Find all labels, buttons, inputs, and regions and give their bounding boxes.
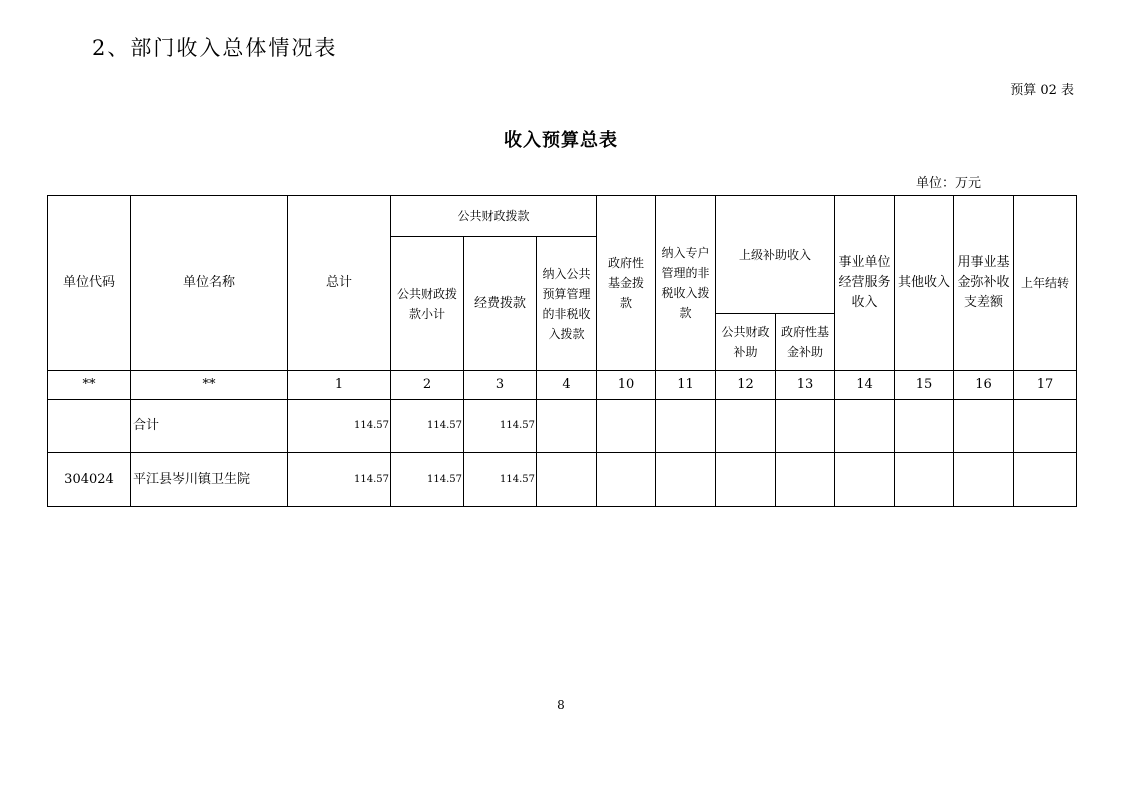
report-title: 收入预算总表 — [504, 130, 618, 151]
header-carryover: 上年结转 — [1014, 196, 1077, 371]
row-empty-cell — [597, 400, 656, 453]
header-total: 总计 — [288, 196, 391, 371]
table-row — [48, 453, 1077, 507]
row-empty-cell — [776, 453, 835, 507]
column-code: 13 — [776, 371, 835, 400]
header-unit-code: 单位代码 — [48, 196, 131, 371]
row-pf-subtotal: 114.57 — [391, 400, 464, 453]
header-funding: 经费拨款 — [464, 237, 537, 371]
row-empty-cell — [537, 453, 597, 507]
header-reserve-fund: 用事业基金弥补收支差额 — [954, 196, 1014, 371]
column-code-row — [48, 371, 1077, 400]
column-code: 14 — [835, 371, 895, 400]
header-pf-subtotal: 公共财政拨款小计 — [391, 237, 464, 371]
column-code: 1 — [288, 371, 391, 400]
unit-note: 单位：万元 — [916, 176, 982, 191]
column-code: ** — [48, 371, 131, 400]
row-unit-code: 304024 — [48, 453, 131, 507]
column-code: ** — [131, 371, 288, 400]
row-empty-cell — [597, 453, 656, 507]
table-row — [48, 400, 1077, 453]
header-sub-gov-fund: 政府性基金补助 — [776, 314, 835, 371]
column-code: 4 — [537, 371, 597, 400]
row-empty-cell — [537, 400, 597, 453]
row-empty-cell — [656, 400, 716, 453]
row-empty-cell — [895, 453, 954, 507]
header-superior-subsidy: 上级补助收入 — [716, 196, 835, 314]
header-sub-public: 公共财政补助 — [716, 314, 776, 371]
row-unit-name: 合计 — [131, 400, 288, 453]
header-business-income: 事业单位经营服务收入 — [835, 196, 895, 371]
row-funding: 114.57 — [464, 400, 537, 453]
column-code: 3 — [464, 371, 537, 400]
header-gov-fund: 政府性基金拨款 — [597, 196, 656, 371]
row-empty-cell — [954, 400, 1014, 453]
column-code: 15 — [895, 371, 954, 400]
row-empty-cell — [1014, 400, 1077, 453]
column-code: 10 — [597, 371, 656, 400]
row-unit-code — [48, 400, 131, 453]
header-public-finance: 公共财政拨款 — [391, 196, 597, 237]
row-empty-cell — [656, 453, 716, 507]
table-number: 预算 02 表 — [1010, 83, 1074, 98]
row-empty-cell — [895, 400, 954, 453]
header-special-nontax: 纳入专户管理的非税收入拨款 — [656, 196, 716, 371]
row-empty-cell — [1014, 453, 1077, 507]
income-budget-table — [47, 195, 1077, 507]
row-empty-cell — [716, 453, 776, 507]
row-empty-cell — [954, 453, 1014, 507]
row-empty-cell — [835, 453, 895, 507]
column-code: 11 — [656, 371, 716, 400]
row-empty-cell — [835, 400, 895, 453]
row-total: 114.57 — [288, 400, 391, 453]
row-empty-cell — [716, 400, 776, 453]
row-unit-name: 平江县岑川镇卫生院 — [131, 453, 288, 507]
column-code: 17 — [1014, 371, 1077, 400]
row-total: 114.57 — [288, 453, 391, 507]
row-funding: 114.57 — [464, 453, 537, 507]
header-nontax: 纳入公共预算管理的非税收入拨款 — [537, 237, 597, 371]
row-pf-subtotal: 114.57 — [391, 453, 464, 507]
column-code: 16 — [954, 371, 1014, 400]
column-code: 2 — [391, 371, 464, 400]
header-other-income: 其他收入 — [895, 196, 954, 371]
page-number: 8 — [557, 698, 565, 712]
column-code: 12 — [716, 371, 776, 400]
row-empty-cell — [776, 400, 835, 453]
section-heading: 2、部门收入总体情况表 — [92, 36, 338, 60]
header-unit-name: 单位名称 — [131, 196, 288, 371]
